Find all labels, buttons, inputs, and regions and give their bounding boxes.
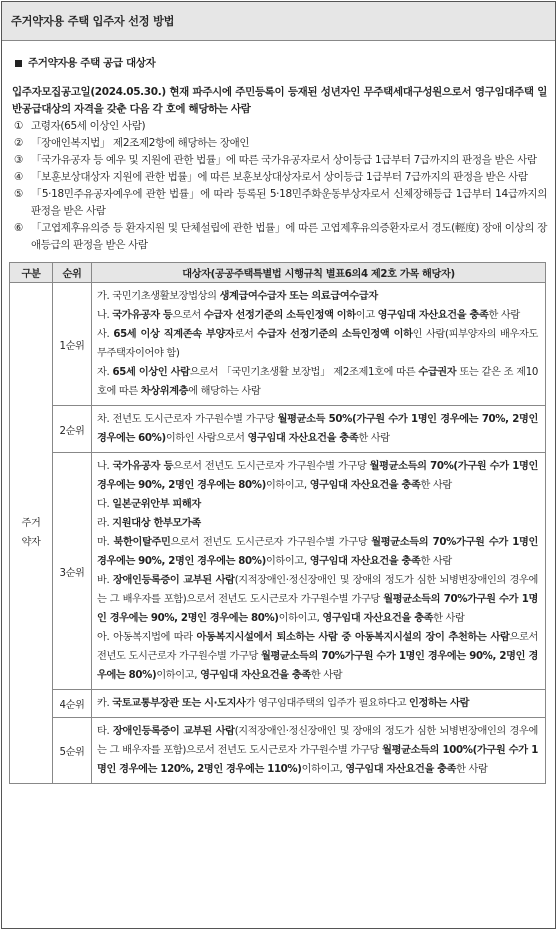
target-item: 바. 장애인등록증이 교부된 사람(지적장애인·정신장애인 및 장애의 정도가 심한 뇌병변장애인의 경우에는 그 배우자를 포함)으로서 전년도 도시근로자 가구원수별 가구당 월평균소득의 70%가구원 수가 1명인 경우에는 90%, 2명인 경우에는 80%)이하이고, 영구임대 자산요건을 충족한 사람	[97, 575, 538, 624]
rank-cell: 5순위	[53, 718, 92, 784]
content-area	[2, 55, 555, 254]
section-title: 주거약자용 주택 공급 대상자	[28, 57, 156, 69]
selection-table	[9, 262, 546, 784]
criteria-text: 「고엽제후유의증 등 환자지원 및 단체설립에 관한 법률」에 따른 고엽제후유의증환자로서 경도(輕度) 장애 이상의 장애등급의 판정을 받은 사람	[31, 222, 547, 251]
criteria-number: ④	[14, 171, 24, 183]
rank-cell: 4순위	[53, 690, 92, 718]
criteria-item	[12, 118, 547, 135]
target-cell	[92, 283, 546, 406]
criteria-list	[12, 118, 547, 254]
section-heading	[12, 55, 547, 72]
criteria-number: ②	[14, 137, 24, 149]
rank-cell: 3순위	[53, 453, 92, 690]
table-row	[10, 718, 546, 784]
target-item: 차. 전년도 도시근로자 가구원수별 가구당 월평균소득 50%(가구원 수가 1명인 경우에는 70%, 2명인 경우에는 60%)이하인 사람으로서 영구임대 자산요건을 충족한 사람	[97, 414, 538, 444]
rank-cell: 2순위	[53, 406, 92, 453]
criteria-number: ⑤	[14, 188, 24, 200]
criteria-text: 고령자(65세 이상인 사람)	[31, 120, 146, 132]
target-item: 나. 국가유공자 등으로서 전년도 도시근로자 가구원수별 가구당 월평균소득의 70%(가구원 수가 1명인 경우에는 90%, 2명인 경우에는 80%)이하이고, 영구임대 자산요건을 충족한 사람	[97, 461, 538, 491]
intro-paragraph: 입주자모집공고일(2024.05.30.) 현재 파주시에 주민등록이 등재된 성년자인 무주택세대구성원으로서 영구임대주택 일반공급대상의 자격을 갖춘 다음 각 호에 해당하는 사람	[12, 86, 547, 115]
document-frame	[1, 1, 556, 929]
criteria-text: 「보훈보상대상자 지원에 관한 법률」에 따른 보훈보상대상자로서 상이등급 1급부터 7급까지의 판정을 받은 사람	[31, 171, 528, 183]
column-header-target: 대상자(공공주택특별법 시행규칙 별표6의4 제2호 가목 해당자)	[92, 263, 546, 283]
target-item: 타. 장애인등록증이 교부된 사람(지적장애인·정신장애인 및 장애의 정도가 심한 뇌병변장애인의 경우에는 그 배우자를 포함)으로서 전년도 도시근로자 가구원수별 가구당 월평균소득의 100%(가구원 수가 1명인 경우에는 120%, 2명인 경우에는 110%)이하이고, 영구임대 자산요건을 충족한 사람	[97, 726, 538, 775]
criteria-item	[12, 169, 547, 186]
criteria-text: 「국가유공자 등 예우 및 지원에 관한 법률」에 따른 국가유공자로서 상이등급 1급부터 7급까지의 판정을 받은 사람	[31, 154, 537, 166]
category-cell: 주거 약자	[10, 283, 53, 784]
target-item: 나. 국가유공자 등으로서 수급자 선정기준의 소득인정액 이하이고 영구임대 자산요건을 충족한 사람	[97, 310, 520, 321]
target-item: 사. 65세 이상 직계존속 부양자로서 수급자 선정기준의 소득인정액 이하인 사람(피부양자의 배우자도 무주택자이어야 함)	[97, 329, 538, 359]
target-item: 마. 북한이탈주민으로서 전년도 도시근로자 가구원수별 가구당 월평균소득의 70%가구원 수가 1명인 경우에는 90%, 2명인 경우에는 80%)이하이고, 영구임대 자산요건을 충족한 사람	[97, 537, 538, 567]
rank-cell: 1순위	[53, 283, 92, 406]
table-body	[10, 283, 546, 784]
column-header-category: 구분	[10, 263, 53, 283]
target-cell	[92, 690, 546, 718]
target-item: 다. 일본군위안부 피해자	[97, 499, 201, 510]
target-cell	[92, 718, 546, 784]
target-item: 아. 아동복지법에 따라 아동복지시설에서 퇴소하는 사람 중 아동복지시설의 장이 추천하는 사람으로서 전년도 도시근로자 가구원수별 가구당 월평균소득의 70%가구원 수가 1명인 경우에는 90%, 2명인 경우에는 80%)이하이고, 영구임대 자산요건을 충족한 사람	[97, 632, 538, 681]
document-header	[2, 2, 555, 41]
table-row	[10, 690, 546, 718]
target-cell	[92, 453, 546, 690]
criteria-number: ⑥	[14, 222, 24, 234]
target-item: 자. 65세 이상인 사람으로서 「국민기초생활 보장법」 제2조제1호에 따른 수급권자 또는 같은 조 제10호에 따른 차상위계층에 해당하는 사람	[97, 367, 538, 397]
criteria-text: 「5·18민주유공자예우에 관한 법률」에 따라 등록된 5·18민주화운동부상자로서 신체장해등급 1급부터 14급까지의 판정을 받은 사람	[31, 188, 547, 217]
criteria-item	[12, 152, 547, 169]
criteria-number: ③	[14, 154, 24, 166]
target-item: 라. 지원대상 한부모가족	[97, 518, 201, 529]
criteria-number: ①	[14, 120, 24, 132]
square-bullet-icon	[15, 60, 22, 67]
target-cell	[92, 406, 546, 453]
target-item: 카. 국토교통부장관 또는 시·도지사가 영구임대주택의 입주가 필요하다고 인정하는 사람	[97, 698, 470, 709]
table-row	[10, 283, 546, 406]
criteria-text: 「장애인복지법」 제2조제2항에 해당하는 장애인	[31, 137, 250, 149]
criteria-item	[12, 220, 547, 254]
table-header-row	[10, 263, 546, 283]
table-row	[10, 453, 546, 690]
column-header-rank: 순위	[53, 263, 92, 283]
target-item: 가. 국민기초생활보장법상의 생계급여수급자 또는 의료급여수급자	[97, 291, 378, 302]
criteria-item	[12, 186, 547, 220]
criteria-item	[12, 135, 547, 152]
page-title: 주거약자용 주택 입주자 선정 방법	[11, 15, 175, 28]
table-row	[10, 406, 546, 453]
